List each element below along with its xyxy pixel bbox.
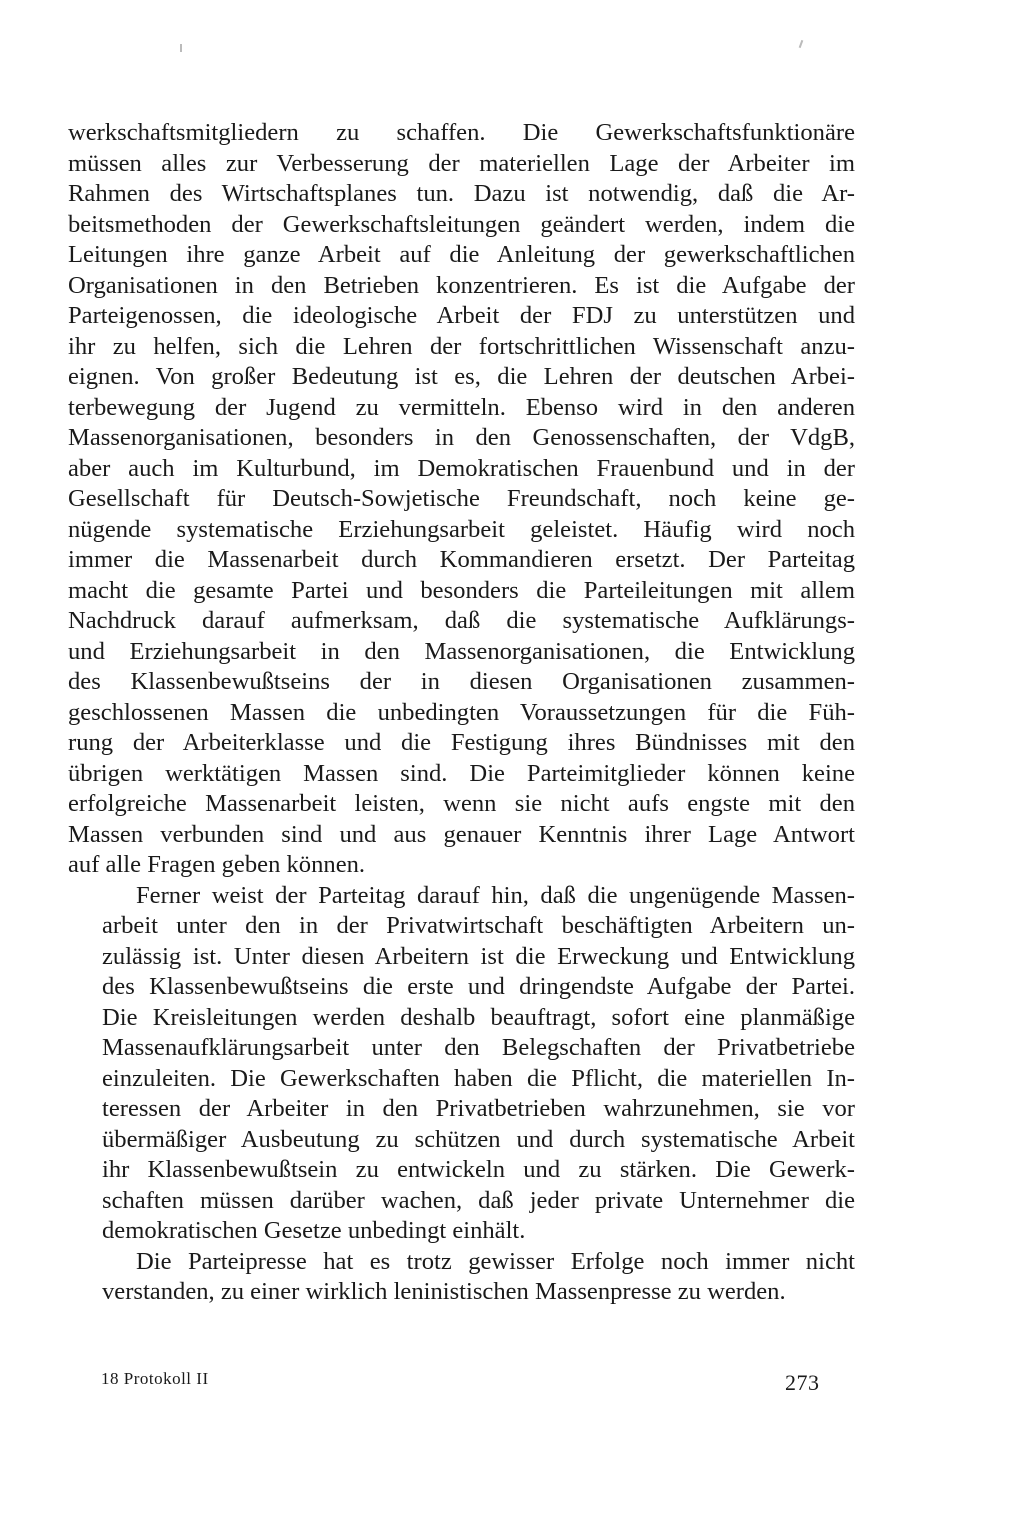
text-line: ihr Klassenbewußtsein zu entwickeln und zu stärken. Die Gewerk- (102, 1156, 855, 1183)
text-line: immer die Massenarbeit durch Kommandieren ersetzt. Der Parteitag (68, 546, 855, 573)
text-line: müssen alles zur Verbesserung der materiellen Lage der Arbeiter im (68, 149, 855, 177)
text-line: Massen verbunden sind und aus genauer Kenntnis ihrer Lage Antwort (68, 820, 855, 848)
text-line: rung der Arbeiterklasse und die Festigung ihres Bündnisses mit den (68, 729, 855, 756)
text-line: Nachdruck darauf aufmerksam, daß die systematische Aufklärungs- (68, 607, 855, 634)
text-line: aber auch im Kulturbund, im Demokratischen Frauenbund und in der (68, 454, 855, 482)
text-line: Leitungen ihre ganze Arbeit auf die Anleitung der gewerkschaftlichen (68, 241, 855, 268)
scan-mark-left (180, 44, 182, 52)
text-line: schaften müssen darüber wachen, daß jeder private Unternehmer die (102, 1186, 855, 1214)
body-text (68, 118, 855, 1308)
paragraph (68, 1247, 855, 1308)
text-line: teressen der Arbeiter in den Privatbetrieben wahrzunehmen, sie vor (102, 1095, 855, 1122)
text-line: und Erziehungsarbeit in den Massenorganisationen, die Entwicklung (68, 637, 855, 665)
text-line: einzuleiten. Die Gewerkschaften haben die Pflicht, die materiellen In- (102, 1064, 855, 1092)
text-line: Die Kreisleitungen werden deshalb beauftragt, sofort eine planmäßige (102, 1003, 855, 1031)
text-line: Massenaufklärungsarbeit unter den Belegschaften der Privatbetriebe (102, 1034, 855, 1061)
text-line: des Klassenbewußtseins der in diesen Organisationen zusammen- (68, 668, 855, 695)
text-line: beitsmethoden der Gewerkschaftsleitungen geändert werden, indem die (68, 210, 855, 238)
text-line: macht die gesamte Partei und besonders die Parteileitungen mit allem (68, 576, 855, 604)
text-line: des Klassenbewußtseins die erste und dringendste Aufgabe der Partei. (102, 973, 855, 1000)
text-line: zulässig ist. Unter diesen Arbeitern ist die Erweckung und Entwicklung (102, 942, 855, 970)
text-line: Rahmen des Wirtschaftsplanes tun. Dazu ist notwendig, daß die Ar- (68, 180, 855, 207)
text-line: Massenorganisationen, besonders in den Genossenschaften, der VdgB, (68, 424, 855, 451)
text-line: verstanden, zu einer wirklich leninistischen Massenpresse zu werden. (102, 1278, 786, 1305)
text-line: eignen. Von großer Bedeutung ist es, die Lehren der deutschen Arbei- (68, 363, 855, 390)
text-line: terbewegung der Jugend zu vermitteln. Ebenso wird in den anderen (68, 393, 855, 421)
text-line: übermäßiger Ausbeutung zu schützen und durch systematische Arbeit (102, 1125, 855, 1153)
printer-signature: 18 Protokoll II (101, 1369, 209, 1388)
paragraph (68, 118, 855, 881)
text-line: Organisationen in den Betrieben konzentrieren. Es ist die Aufgabe der (68, 271, 855, 299)
text-line: ihr zu helfen, sich die Lehren der fortschrittlichen Wissenschaft anzu- (68, 332, 855, 360)
text-line: demokratischen Gesetze unbedingt einhält. (102, 1217, 526, 1244)
text-line: Ferner weist der Parteitag darauf hin, daß die ungenügende Massen- (136, 881, 855, 909)
scan-mark-right (799, 40, 804, 48)
page-number: 273 (785, 1370, 820, 1395)
text-line: Gesellschaft für Deutsch-Sowjetische Freundschaft, noch keine ge- (68, 485, 855, 512)
text-line: Die Parteipresse hat es trotz gewisser Erfolge noch immer nicht (136, 1247, 855, 1275)
text-line: Parteigenossen, die ideologische Arbeit der FDJ zu unterstützen und (68, 302, 855, 329)
text-line: auf alle Fragen geben können. (68, 851, 366, 878)
text-line: werkschaftsmitgliedern zu schaffen. Die Gewerkschaftsfunktionäre (68, 119, 855, 146)
text-line: arbeit unter den in der Privatwirtschaft beschäftigten Arbeitern un- (102, 912, 855, 939)
text-line: nügende systematische Erziehungsarbeit geleistet. Häufig wird noch (68, 515, 855, 543)
text-line: übrigen werktätigen Massen sind. Die Parteimitglieder können keine (68, 759, 855, 787)
text-line: erfolgreiche Massenarbeit leisten, wenn sie nicht aufs engste mit den (68, 790, 855, 817)
paragraph (68, 881, 855, 1247)
text-line: geschlossenen Massen die unbedingten Voraussetzungen für die Füh- (68, 698, 855, 726)
